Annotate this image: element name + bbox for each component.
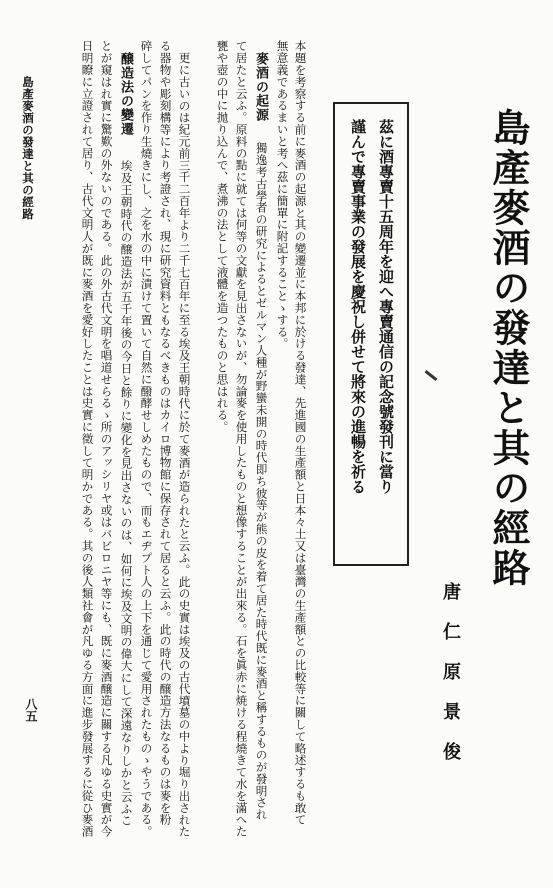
body-column: 獨逸考古學者の研究によるとゼルマン人種が野蠻未開の時代即ち彼等が熊の皮を着て居た時代既に麥酒と稱するものが發明され [254,142,269,821]
author-name: 唐仁原景俊 [440,582,461,782]
running-header: 島產麥酒の發達と其の經路 [21,76,35,220]
decorative-tick [425,370,438,381]
body-column: 更に古いのは紀元前三千二百年より二千七百年に至る埃及王朝時代に於て麥酒が造られたと云ふ。此の史實は埃及の古代墳墓の中より堀り出された [177,52,192,838]
body-column: 甕や壺の中に拋り込んで、煮沸の法として液體を造つたものと思はれる。 [215,40,230,433]
subtitle-box [333,102,409,566]
body-column: 本題を考察する前に麥酒の起源と其の變遷並に本邦に於ける發達、先進國の生產額と日本々土又は臺灣の生產額との比較等に關して略述するも敢て [293,40,308,826]
page-number: 八五 [24,698,38,722]
subtitle-line-2: 謹んで專賣事業の發展を慶祝し併せて將來の進暢を祈る [349,119,367,494]
section-heading: 醸造法の變遷 [118,52,133,136]
section-heading: 麥酒の起源 [253,52,268,122]
body-column: 碎してパンを作り生燒きにし、之を水の中に漬けて置いて自然に醱酵せしめたもので、而もエヂプト人の上下を通じて愛用されたものゝやうである。 [139,40,154,838]
article-title: 島產麥酒の發達と其の經路 [486,108,531,588]
body-column: る器物や彫刻構等により考證され、現に研究資料ともなるべきものはカイロ博物館に保存されて居ると云ふ。此の時代の醸造方法なるものは麥を粉 [158,40,173,826]
body-column: 日明瞭に立證されて居り、古代文明人が既に麥酒を愛好したことは史實に徵して明かである。其の後人類社會が凡ゆる方面に進步發展するに從ひ麥酒 [80,40,95,838]
body-column: とが窺はれ實に驚歎の外ないのである。此の外古代文明を唱道せらるゝ所のアッシリヤ或はバビロニヤ等にも、既に麥酒醸造に關する凡ゆる史實が今 [99,40,114,838]
body-column: 埃及王朝時代の醸造法が五千年後の今日と餘りに變化を見出さないのは、如何に埃及文明の偉大にして深遠なりしかと云ふこ [119,160,134,827]
body-column: て居たと云ふ。原料の點に就ては何等の文獻を見出さないが、勿論麥を使用したものと想像することが出來る。石を眞赤に焼ける程燒きて水を滿へた [234,40,249,838]
subtitle-line-1: 茲に酒專賣十五周年を迎へ專賣通信の記念號發刊に當り [377,119,395,494]
body-column: 無意義であるまいと考へ茲に簡單に附記することゝする。 [275,40,290,350]
